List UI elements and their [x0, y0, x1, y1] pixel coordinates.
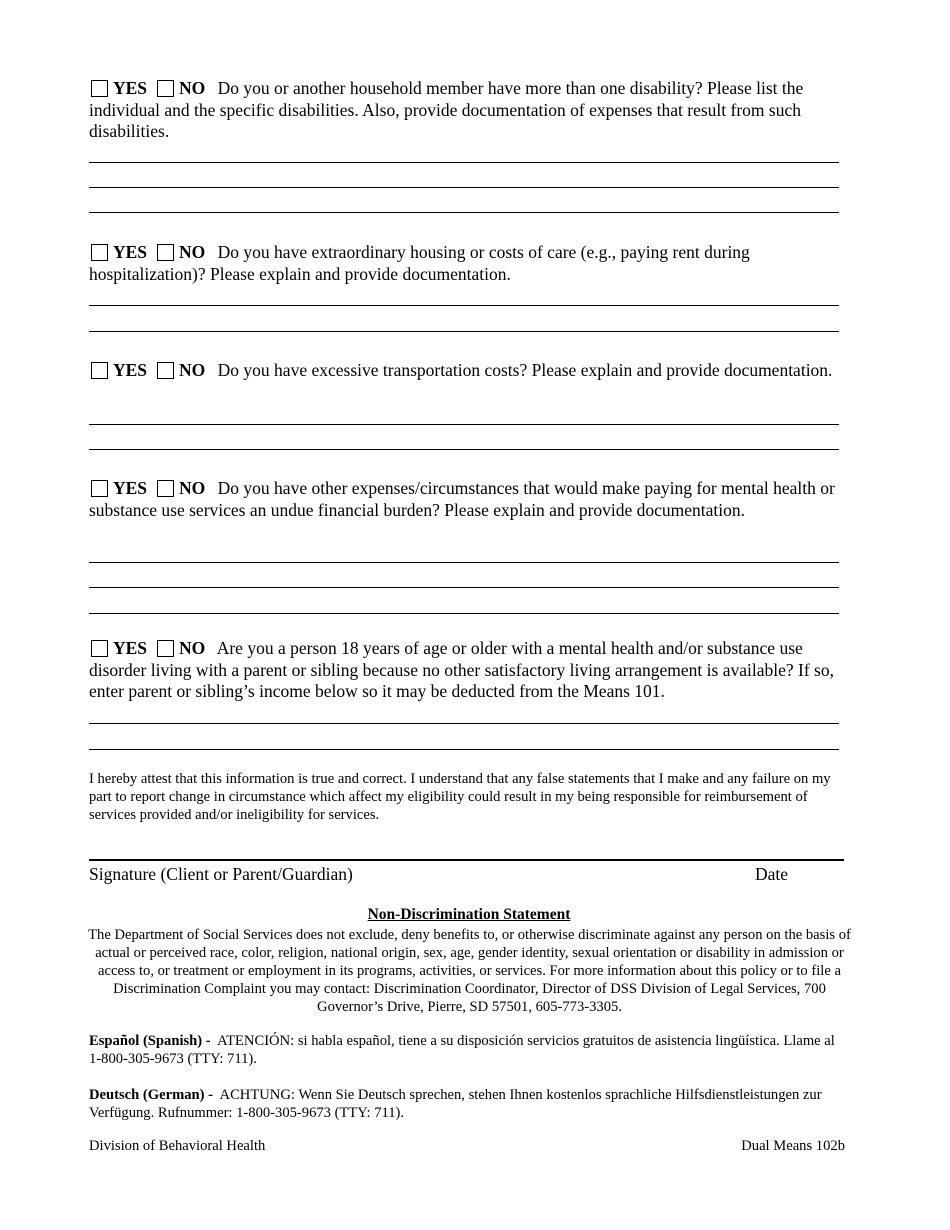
- yes-checkbox[interactable]: [91, 244, 108, 261]
- no-label: NO: [179, 478, 206, 498]
- yes-label: YES: [113, 360, 148, 380]
- answer-line[interactable]: [89, 424, 839, 425]
- question-text: Do you have other expenses/circumstances that would make paying for mental health or substance use services an undue financial burden? Please explain and provide documentation.: [89, 478, 835, 520]
- answer-line[interactable]: [89, 305, 839, 306]
- answer-line[interactable]: [89, 449, 839, 450]
- attestation-text: I hereby attest that this information is true and correct. I understand that any false statements that I make and any failure on my part to report change in circumstance which affect my eligibility could result in my being responsible for reimbursement of services provided and/or ineligibility for services.: [89, 771, 831, 823]
- no-label: NO: [179, 78, 206, 98]
- no-checkbox[interactable]: [157, 244, 174, 261]
- no-label: NO: [179, 242, 206, 262]
- answer-line[interactable]: [89, 187, 839, 188]
- question-housing: [89, 242, 844, 285]
- yes-label: YES: [113, 638, 148, 658]
- yes-label: YES: [113, 78, 148, 98]
- no-label: NO: [179, 638, 206, 658]
- question-transportation: [89, 360, 844, 382]
- spanish-notice: [89, 1032, 849, 1068]
- question-text: Are you a person 18 years of age or older with a mental health and/or substance use disorder living with a parent or sibling because no other satisfactory living arrangement is available? If so, enter parent or sibling’s income below so it may be deducted from the Means 101.: [89, 638, 834, 701]
- answer-line[interactable]: [89, 587, 839, 588]
- non-discrimination-body: The Department of Social Services does not exclude, deny benefits to, or otherwise discriminate against any person on the basis of actual or perceived race, color, religion, national origin, sex, age, gender identity, sexual orientation or disability in admission or access to, or treatment or employment in its programs, activities, or services. For more information about this policy or to file a Discrimination Complaint you may contact: Discrimination Coordinator, Director of DSS Division of Legal Services, 700 Governor’s Drive, Pierre, SD 57501, 605-773-3305.: [88, 927, 851, 1015]
- no-label: NO: [179, 360, 206, 380]
- answer-line[interactable]: [89, 331, 839, 332]
- footer-form-id: Dual Means 102b: [741, 1138, 845, 1154]
- no-checkbox[interactable]: [157, 480, 174, 497]
- yes-checkbox[interactable]: [91, 80, 108, 97]
- yes-label: YES: [113, 242, 148, 262]
- answer-line[interactable]: [89, 212, 839, 213]
- german-text: ACHTUNG: Wenn Sie Deutsch sprechen, stehen Ihnen kostenlos sprachliche Hilfsdienstleistungen zur Verfügung. Rufnummer: 1-800-305-9673 (TTY: 711).: [89, 1087, 822, 1121]
- yes-label: YES: [113, 478, 148, 498]
- no-checkbox[interactable]: [157, 640, 174, 657]
- yes-checkbox[interactable]: [91, 362, 108, 379]
- yes-checkbox[interactable]: [91, 640, 108, 657]
- question-disabilities: [89, 78, 844, 143]
- spanish-label: Español (Spanish) -: [89, 1033, 211, 1049]
- answer-line[interactable]: [89, 723, 839, 724]
- german-notice: [89, 1086, 849, 1122]
- spanish-text: ATENCIÓN: si habla español, tiene a su disposición servicios gratuitos de asistencia lingüística. Llame al 1-800-305-9673 (TTY: 711).: [89, 1033, 835, 1067]
- signature-line[interactable]: [89, 859, 844, 861]
- answer-line[interactable]: [89, 162, 839, 163]
- non-discrimination-title: Non-Discrimination Statement: [367, 906, 571, 923]
- no-checkbox[interactable]: [157, 80, 174, 97]
- no-checkbox[interactable]: [157, 362, 174, 379]
- german-label: Deutsch (German) -: [89, 1087, 214, 1103]
- question-text: Do you have extraordinary housing or costs of care (e.g., paying rent during hospitalization)? Please explain and provide documentation.: [89, 242, 750, 284]
- answer-line[interactable]: [89, 562, 839, 563]
- yes-checkbox[interactable]: [91, 480, 108, 497]
- question-text: Do you have excessive transportation costs? Please explain and provide documentation.: [217, 360, 833, 380]
- question-living-arrangement: [89, 638, 844, 703]
- answer-line[interactable]: [89, 749, 839, 750]
- question-other-expenses: [89, 478, 844, 521]
- answer-line[interactable]: [89, 613, 839, 614]
- footer-division: Division of Behavioral Health: [89, 1138, 266, 1154]
- question-text: Do you or another household member have more than one disability? Please list the individual and the specific disabilities. Also, provide documentation of expenses that result from such disabilities.: [89, 78, 804, 141]
- signature-label: Signature (Client or Parent/Guardian): [89, 864, 353, 884]
- date-label: Date: [755, 864, 789, 884]
